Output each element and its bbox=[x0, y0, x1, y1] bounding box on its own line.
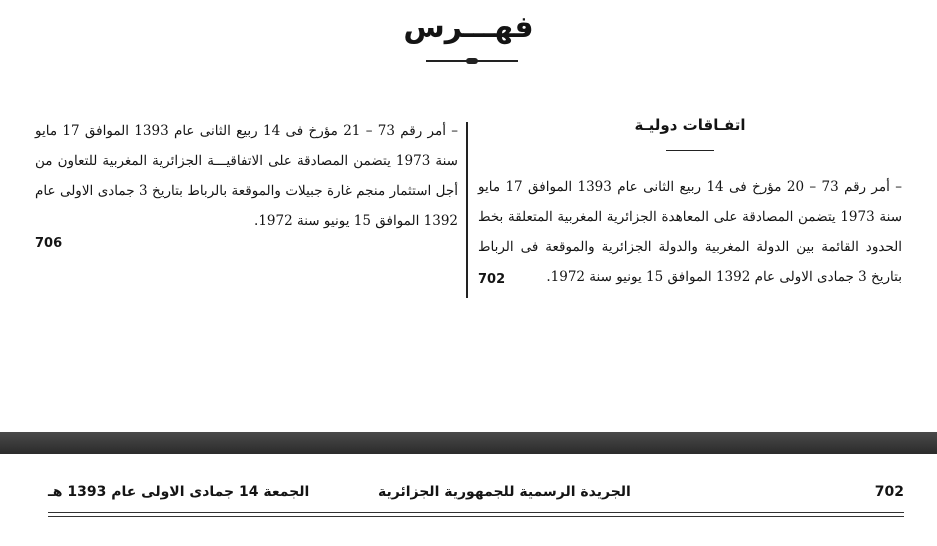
section-underline bbox=[666, 150, 714, 151]
column-divider bbox=[466, 122, 468, 298]
index-entry-2 bbox=[35, 116, 458, 236]
page-title: فهـــرس bbox=[403, 10, 534, 45]
page-gap-band bbox=[0, 432, 937, 454]
index-entry-text: – أمر رقم 73 – 20 مؤرخ فى 14 ربيع الثانى عام 1393 الموافق 17 مايو سنة 1973 يتضمن المصادقة على المعاهدة الجزائرية المغربية المتعلقة بخط الحدود القائمة بين الدولة المغربية والدولة الجزائرية والموقعة فى الرباط بتاريخ 3 جمادى الاولى عام 1392 الموافق 15 يونيو سنة 1972. bbox=[478, 179, 903, 285]
index-entry-1 bbox=[478, 172, 902, 292]
index-entry-page-ref: 702 bbox=[478, 272, 506, 287]
page-number: 702 bbox=[874, 484, 904, 500]
journal-name: الجريدة الرسمية للجمهورية الجزائرية bbox=[378, 484, 631, 500]
index-entry-page-ref: 706 bbox=[35, 236, 63, 251]
title-ornament bbox=[466, 58, 478, 64]
index-entry-text: – أمر رقم 73 – 21 مؤرخ فى 14 ربيع الثانى عام 1393 الموافق 17 مايو سنة 1973 يتضمن المصادقة على الاتفاقيـــة الجزائرية المغربية للتعاون من أجل استثمار منجم غارة جبيلات والموقعة بالرباط بتاريخ 3 جمادى الاولى عام 1392 الموافق 15 يونيو سنة 1972. bbox=[35, 123, 458, 229]
header-rule-double bbox=[48, 516, 904, 517]
issue-date: الجمعة 14 جمادى الاولى عام 1393 هـ bbox=[48, 484, 310, 500]
page-header-row bbox=[48, 484, 904, 506]
section-heading: اتفـاقات دوليـة bbox=[634, 116, 746, 134]
document-page-lower bbox=[0, 454, 937, 546]
header-rule bbox=[48, 512, 904, 513]
